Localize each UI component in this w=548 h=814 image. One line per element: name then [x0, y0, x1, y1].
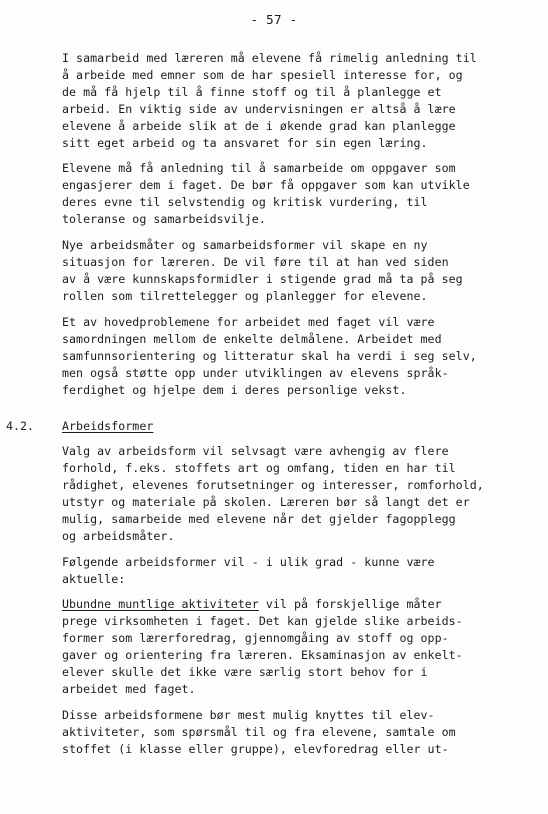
text-line: mulig, samarbeide med elevene når det gjelder fagopplegg — [62, 512, 456, 526]
text-line: Følgende arbeidsformer vil - i ulik grad - kunne være — [62, 555, 435, 569]
text-line: å arbeide med emner som de har spesiell interesse for, og — [62, 68, 463, 82]
text-line: elever skulle det ikke være særlig stort behov for i — [62, 665, 428, 679]
text-line: Nye arbeidsmåter og samarbeidsformer vil skape en ny — [62, 238, 428, 252]
text-line: Et av hovedproblemene for arbeidet med faget vil være — [62, 315, 435, 329]
text-line: utstyr og materiale på skolen. Læreren bør så langt det er — [62, 495, 470, 509]
text-line: aktiviteter, som spørsmål til og fra elevene, samtale om — [62, 725, 456, 739]
text-line: rådighet, elevenes forutsetninger og interesser, romforhold, — [62, 478, 484, 492]
text-line: aktuelle: — [62, 572, 126, 586]
text-line: men også støtte opp under utviklingen av elevens språk- — [62, 366, 449, 380]
text-line: gaver og orientering fra læreren. Eksaminasjon av enkelt- — [62, 648, 463, 662]
text-line: ferdighet og hjelpe dem i deres personlige vekst. — [62, 383, 407, 397]
text-line: rollen som tilrettelegger og planlegger for elevene. — [62, 289, 428, 303]
text-line: deres evne til selvstendig og kritisk vurdering, til — [62, 195, 428, 209]
subheading-underlined: Ubundne muntlige aktiviteter — [62, 597, 259, 611]
text-line: av å være kunnskapsformidler i stigende grad må ta på seg — [62, 272, 463, 286]
text-line: og arbeidsmåter. — [62, 529, 175, 543]
text-line: arbeidet med faget. — [62, 682, 196, 696]
text-line: toleranse og samarbeidsvilje. — [62, 212, 266, 226]
text-line: stoffet (i klasse eller gruppe), elevforedrag eller ut- — [62, 742, 449, 756]
text-line: Elevene må få anledning til å samarbeide om oppgaver som — [62, 161, 456, 175]
section-title: Arbeidsformer — [62, 419, 154, 433]
section-number: 4.2. — [6, 419, 34, 433]
text-line: arbeid. En viktig side av undervisningen er altså å lære — [62, 102, 456, 116]
text-line: engasjerer dem i faget. De bør få oppgaver som kan utvikle — [62, 178, 470, 192]
text-line: sitt eget arbeid og ta ansvaret for sin egen læring. — [62, 136, 428, 150]
text-line: forhold, f.eks. stoffets art og omfang, tiden en har til — [62, 461, 456, 475]
text-line: de må få hjelp til å finne stoff og til å planlegge et — [62, 85, 442, 99]
text-line: Valg av arbeidsform vil selvsagt være avhengig av flere — [62, 444, 449, 458]
text-line: prege virksomheten i faget. Det kan gjelde slike arbeids- — [62, 614, 463, 628]
text-line: former som lærerforedrag, gjennomgåing av stoff og opp- — [62, 631, 449, 645]
text-line: I samarbeid med læreren må elevene få rimelig anledning til — [62, 51, 477, 65]
page-number: - 57 - — [250, 12, 298, 27]
text-line: situasjon for læreren. De vil føre til at han ved siden — [62, 255, 449, 269]
text-line: samfunnsorientering og litteratur skal ha verdi i seg selv, — [62, 349, 477, 363]
text-line: Disse arbeidsformene bør mest mulig knyttes til elev- — [62, 708, 435, 722]
text-line — [62, 596, 442, 613]
text-line: samordningen mellom de enkelte delmålene. Arbeidet med — [62, 332, 442, 346]
text-line: elevene å arbeide slik at de i økende grad kan planlegge — [62, 119, 456, 133]
text-run: vil på forskjellige måter — [258, 597, 442, 611]
